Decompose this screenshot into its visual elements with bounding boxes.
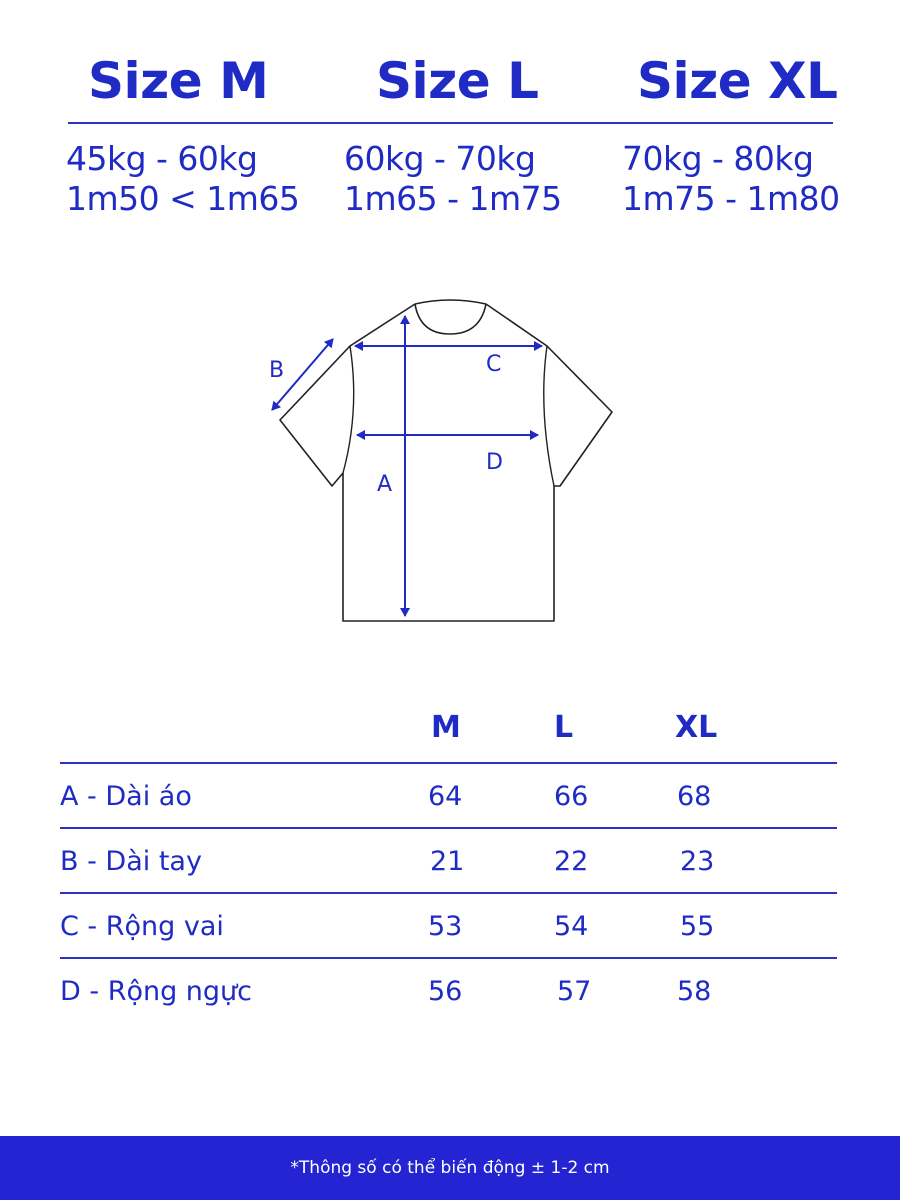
label-c: C (486, 352, 502, 377)
header-divider (68, 122, 833, 124)
tshirt-outline (280, 304, 612, 621)
size-l-range (344, 139, 562, 219)
value-m: 21 (430, 846, 465, 877)
col-header-xl: XL (675, 710, 718, 745)
table-divider (60, 827, 837, 829)
table-divider (60, 892, 837, 894)
size-l-weight: 60kg - 70kg (344, 139, 536, 178)
footer-note: *Thông số có thể biến động ± 1-2 cm (290, 1158, 610, 1178)
value-l: 54 (554, 911, 589, 942)
value-xl: 68 (677, 781, 712, 812)
label-d: D (486, 450, 503, 475)
size-m-title: Size M (88, 52, 269, 110)
tshirt-diagram (260, 290, 630, 635)
value-m: 53 (428, 911, 463, 942)
col-header-m: M (431, 710, 461, 745)
size-xl-range (622, 139, 840, 219)
table-row (0, 781, 900, 821)
row-label: A - Dài áo (60, 781, 192, 812)
size-m-weight: 45kg - 60kg (66, 139, 258, 178)
label-a: A (377, 472, 393, 497)
value-l: 22 (554, 846, 589, 877)
size-m-range (66, 139, 299, 219)
value-xl: 23 (680, 846, 715, 877)
value-l: 57 (557, 976, 592, 1007)
size-header (0, 52, 900, 116)
size-l-title: Size L (376, 52, 539, 110)
table-row (0, 911, 900, 951)
size-l-height: 1m65 - 1m75 (344, 179, 562, 218)
row-label: C - Rộng vai (60, 911, 224, 942)
tshirt-icon (260, 290, 630, 635)
size-m-height: 1m50 < 1m65 (66, 179, 300, 218)
table-row (0, 976, 900, 1016)
col-header-l: L (554, 710, 574, 745)
footer-bar (0, 1136, 900, 1200)
value-m: 64 (428, 781, 463, 812)
size-xl-weight: 70kg - 80kg (622, 139, 814, 178)
value-m: 56 (428, 976, 463, 1007)
table-divider (60, 762, 837, 764)
table-row (0, 846, 900, 886)
value-xl: 55 (680, 911, 715, 942)
value-l: 66 (554, 781, 589, 812)
value-xl: 58 (677, 976, 712, 1007)
neckline (415, 304, 486, 334)
label-b: B (269, 358, 285, 383)
row-label: B - Dài tay (60, 846, 202, 877)
row-label: D - Rộng ngực (60, 976, 253, 1007)
table-divider (60, 957, 837, 959)
size-xl-title: Size XL (637, 52, 838, 110)
size-xl-height: 1m75 - 1m80 (622, 179, 840, 218)
